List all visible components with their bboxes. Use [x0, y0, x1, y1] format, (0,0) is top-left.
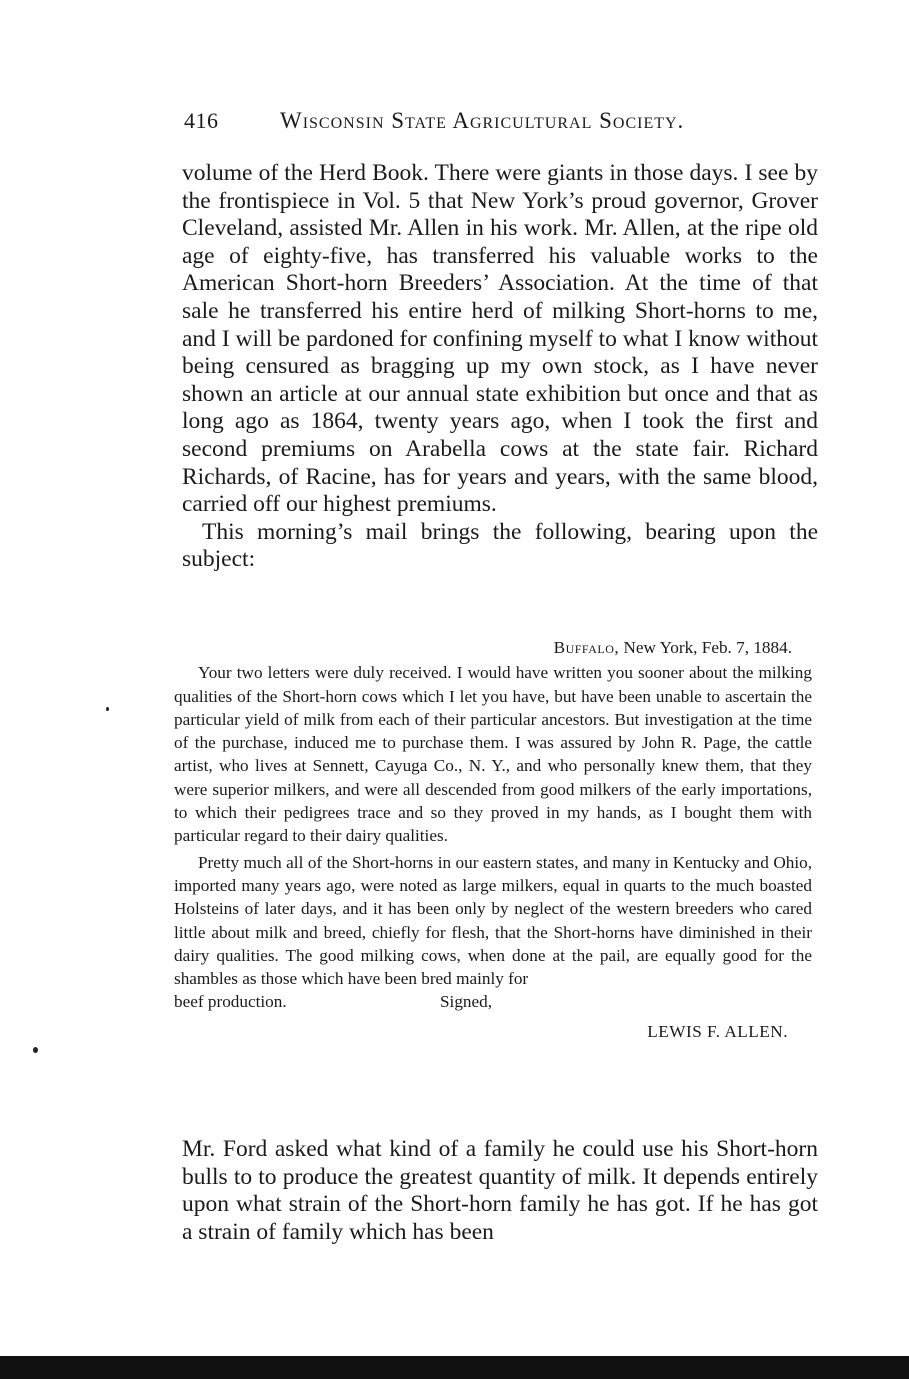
- page-number: 416: [184, 108, 219, 133]
- dateline-date: New York, Feb. 7, 1884.: [619, 638, 792, 657]
- scan-speck: [33, 1047, 38, 1053]
- scan-bottom-edge: [0, 1356, 909, 1379]
- body-text: [182, 160, 818, 574]
- dateline-city: Buffalo,: [553, 638, 620, 657]
- letter-signature: LEWIS F. ALLEN.: [647, 1021, 788, 1041]
- running-title: Wisconsin State Agricultural Society.: [280, 108, 685, 133]
- letter-closing-line: [174, 990, 812, 1013]
- letter-paragraph: Your two letters were duly received. I would have written you sooner about the milking qualities of the Short-horn cows which I let you have, but have been unable to ascertain the particular yield of milk from each of their particular ancestors. But investigation at the time of the purchase, induced me to purchase them. I was assured by John R. Page, the cattle artist, who lives at Sennett, Cayuga Co., N. Y., and who personally knew them, that they were superior milkers, and were all descended from good milkers of the early importations, to which their pedigrees trace and so they proved in my hands, as I bought them with particular regard to their dairy qualities.: [174, 663, 812, 846]
- body-paragraph: volume of the Herd Book. There were giants in those days. I see by the frontispiece in Vol. 5 that New York’s proud governor, Grover Cleveland, assisted Mr. Allen in his work. Mr. Allen, at the ripe old age of eighty-five, has transferred his valuable works to the American Short-horn Breeders’ Association. At the time of that sale he transferred his entire herd of milking Short-horns to me, and I will be pardoned for confining myself to what I know without being censured as bragging up my own stock, as I have never shown an article at our annual state exhibition but once and that as long ago as 1864, twenty years ago, when I took the first and second premiums on Arabella cows at the state fair. Richard Richards, of Racine, has for years and years, with the same blood, carried off our highest premiums.: [182, 160, 818, 518]
- running-header: [184, 108, 814, 134]
- closing-text: [182, 1136, 818, 1246]
- body-paragraph: This morning’s mail brings the following, bearing upon the subject:: [182, 518, 818, 573]
- letter-dateline: [174, 636, 812, 659]
- letter-paragraph: Pretty much all of the Short-horns in our eastern states, and many in Kentucky and Ohio, imported many years ago, were noted as large milkers, equal in quarts to the much boasted Holsteins of later days, and it has been only by neglect of the western breeders who cared little about milk and breed, chiefly for flesh, that the Short-horns have diminished in their dairy qualities. The good milking cows, when done at the pail, are equally good for the shambles as those which have been bred mainly for: [174, 852, 812, 989]
- body-paragraph: Mr. Ford asked what kind of a family he could use his Short-horn bulls to to produce the greatest quantity of milk. It depends entirely upon what strain of the Short-horn family he has got. If he has got a strain of family which has been: [182, 1136, 818, 1245]
- signed-label: Signed,: [440, 992, 493, 1012]
- scan-speck: [106, 707, 109, 711]
- letter-last-line: beef production.: [174, 992, 287, 1012]
- quoted-letter: [174, 636, 812, 1043]
